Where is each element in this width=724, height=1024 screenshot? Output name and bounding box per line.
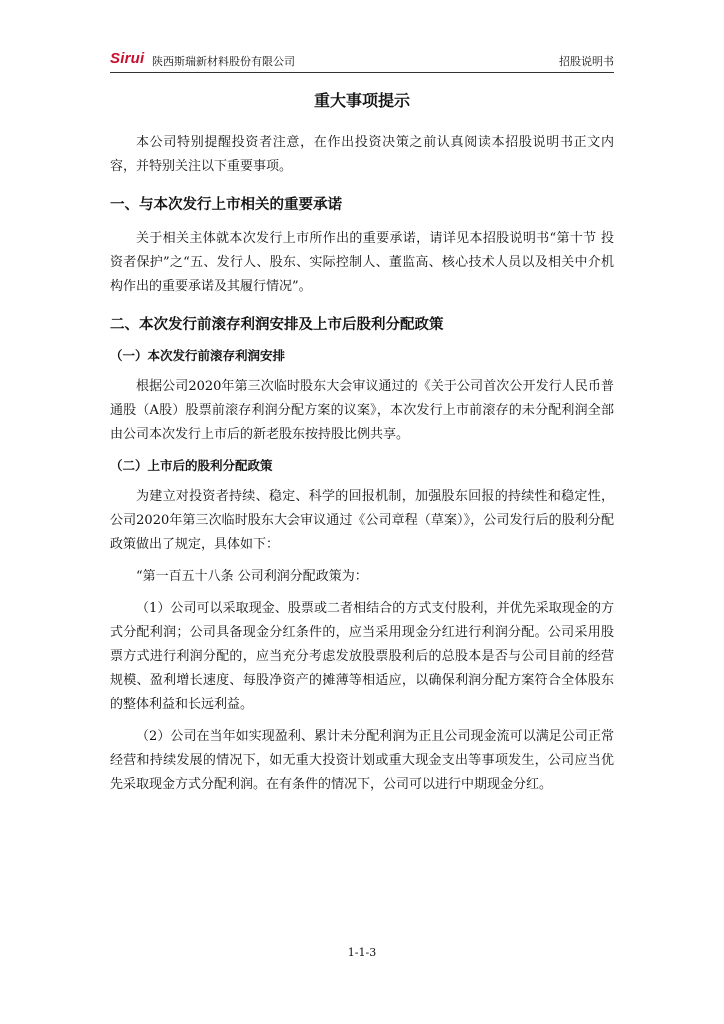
section2-heading: 二、本次发行前滚存利润安排及上市后股利分配政策	[110, 317, 444, 333]
page-number: 1-1-3	[347, 946, 377, 959]
section2-sub1-paragraph: 根据公司2020年第三次临时股东大会审议通过的《关于公司首次公开发行人民币普通股（A股）股票前滚存利润分配方案的议案》，本次发行上市前滚存的未分配利润全部由公司本次发行上市后的新老股东按持股比例共享。	[110, 379, 614, 442]
policy-quote-intro: “第一百五十八条 公司利润分配政策为：	[136, 569, 368, 584]
header-document-type: 招股说明书	[559, 55, 614, 68]
header-company-name: 陕西斯瑞新材料股份有限公司	[152, 55, 295, 68]
section2-sub2-heading: （二）上市后的股利分配政策	[110, 458, 273, 473]
company-logo: Sirui	[110, 50, 145, 67]
section1-paragraph: 关于相关主体就本次发行上市所作出的重要承诺，请详见本招股说明书“第十节 投资者保护”之“五、发行人、股东、实际控制人、董监高、核心技术人员以及相关中介机构作出的重要承诺及其履行情况”。	[110, 231, 614, 294]
policy-item-1: （1）公司可以采取现金、股票或二者相结合的方式支付股利，并优先采取现金的方式分配利润；公司具备现金分红条件的，应当采用现金分红进行利润分配。公司采用股票方式进行利润分配的，应当充分考虑发放股票股利后的总股本是否与公司目前的经营规模、盈利增长速度、每股净资产的摊薄等相适应，以确保利润分配方案符合全体股东的整体利益和长远利益。	[110, 601, 614, 712]
section2-sub1-heading: （一）本次发行前滚存利润安排	[110, 348, 286, 363]
document-body	[110, 88, 614, 797]
page-title: 重大事项提示	[313, 91, 410, 110]
section1-heading: 一、与本次发行上市相关的重要承诺	[110, 197, 342, 213]
policy-item-2: （2）公司在当年如实现盈利、累计未分配利润为正且公司现金流可以满足公司正常经营和持续发展的情况下，如无重大投资计划或重大现金支出等事项发生，公司应当优先采取现金方式分配利润。在有条件的情况下，公司可以进行中期现金分红。	[110, 729, 614, 792]
intro-paragraph: 本公司特别提醒投资者注意，在作出投资决策之前认真阅读本招股说明书正文内容，并特别关注以下重要事项。	[110, 135, 614, 174]
page-header	[110, 50, 614, 73]
section2-sub2-paragraph: 为建立对投资者持续、稳定、科学的回报机制，加强股东回报的持续性和稳定性，公司2020年第三次临时股东大会审议通过《公司章程（草案）》，公司发行后的股利分配政策做出了规定，具体如下：	[110, 489, 614, 552]
